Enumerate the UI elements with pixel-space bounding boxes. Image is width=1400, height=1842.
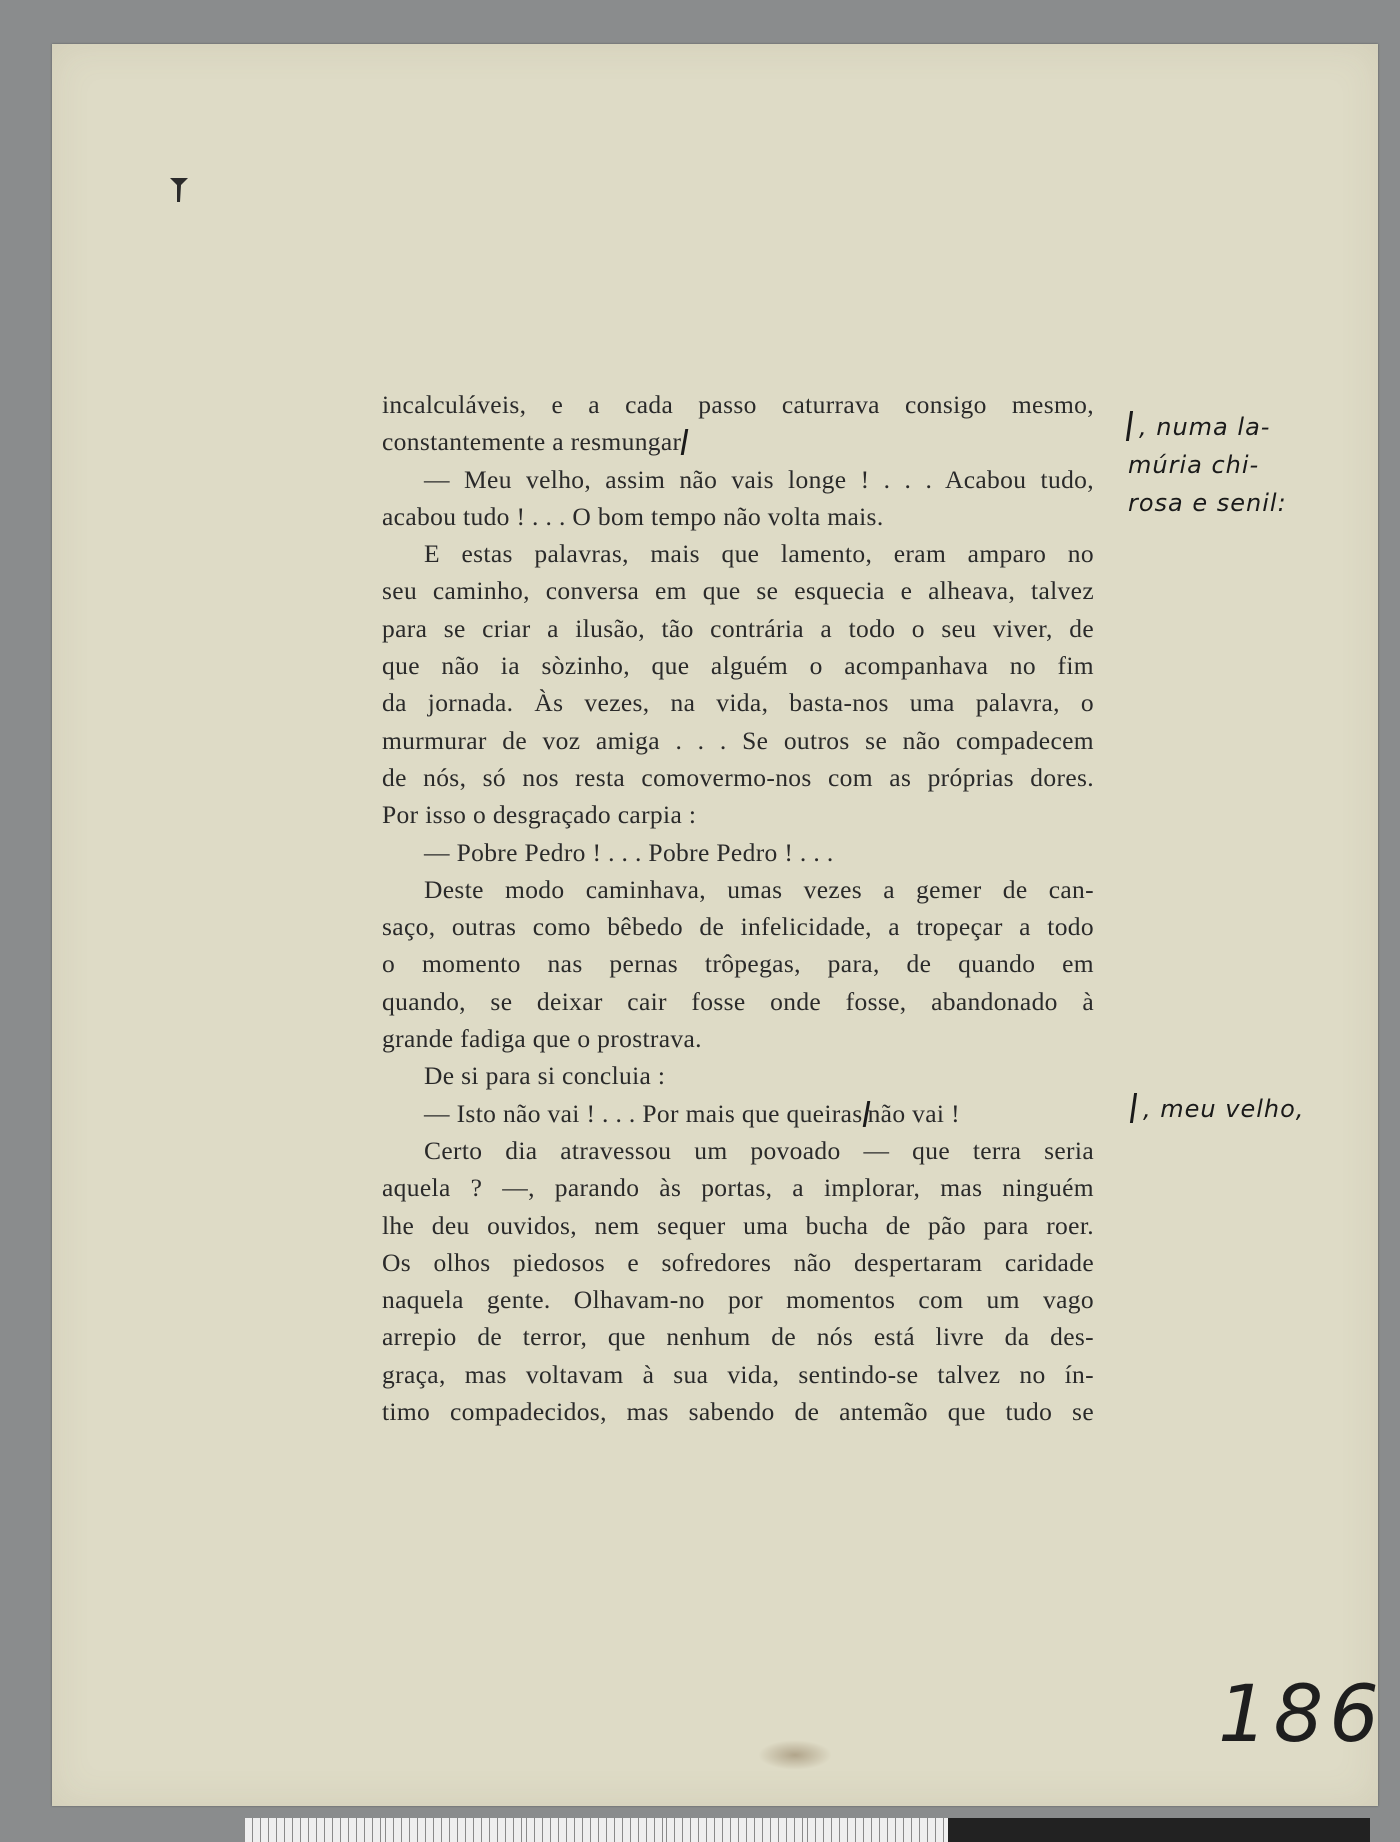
- text-line: grande fadiga que o prostrava.: [382, 1024, 702, 1054]
- text-line: saço, outras como bêbedo de infelicidade, a tropeçar a todo: [382, 912, 1094, 942]
- text-line: naquela gente. Olhavam-no por momentos com um vago: [382, 1285, 1094, 1315]
- scale-segment: [385, 1818, 526, 1842]
- text-line: seu caminho, conversa em que se esquecia e alheava, talvez: [382, 576, 1094, 606]
- paper-stain: [758, 1740, 832, 1770]
- text-line: graça, mas voltavam à sua vida, sentindo-se talvez no ín-: [382, 1359, 1094, 1389]
- text-line: Deste modo caminhava, umas vezes a gemer de can-: [424, 874, 1094, 904]
- measurement-scale: [244, 1818, 1370, 1842]
- scale-segment: [526, 1818, 667, 1842]
- text-line: De si para si concluia :: [424, 1061, 666, 1091]
- text-line: incalculáveis, e a cada passo caturrava consigo mesmo,: [382, 390, 1094, 419]
- scale-segment: [244, 1818, 385, 1842]
- scale-segment: [666, 1818, 807, 1842]
- scale-segment: [1089, 1818, 1230, 1842]
- page-number: 186: [1218, 1670, 1385, 1760]
- scale-segment: [807, 1818, 948, 1842]
- text-line: que não ia sòzinho, que alguém o acompanhava no fim: [382, 651, 1094, 681]
- corner-mark-icon: [168, 175, 190, 205]
- text-line: timo compadecidos, mas sabendo de antemão que tudo se: [382, 1397, 1094, 1427]
- text-line: Os olhos piedosos e sofredores não despertaram caridade: [382, 1247, 1094, 1277]
- text-line: aquela ? —, parando às portas, a implorar, mas ninguém: [382, 1173, 1094, 1203]
- text-line: Certo dia atravessou um povoado — que terra seria: [424, 1135, 1094, 1165]
- margin-annotation: , numa la- múria chi- rosa e senil:: [1128, 408, 1368, 522]
- text-line: para se criar a ilusão, tão contrária a todo o seu viver, de: [382, 613, 1094, 643]
- insertion-mark-icon: [681, 429, 689, 455]
- text-line: acabou tudo ! . . . O bom tempo não volta mais.: [382, 501, 884, 531]
- text-line: lhe deu ouvidos, nem sequer uma bucha de pão para roer.: [382, 1210, 1094, 1240]
- text-line: constantemente a resmungar: [382, 423, 1094, 460]
- text-line: da jornada. Às vezes, na vida, basta-nos uma palavra, o: [382, 688, 1094, 718]
- text-line: arrepio de terror, que nenhum de nós está livre da des-: [382, 1322, 1094, 1352]
- text-line: — Isto não vai ! . . . Por mais que queiras não vai !: [424, 1098, 960, 1128]
- text-line: — Meu velho, assim não vais longe ! . . . Acabou tudo,: [424, 464, 1094, 494]
- typed-body-text: [382, 386, 1094, 1430]
- text-line: quando, se deixar cair fosse onde fosse, abandonado à: [382, 986, 1094, 1016]
- text-line: o momento nas pernas trôpegas, para, de quando em: [382, 949, 1094, 979]
- scale-segment: [948, 1818, 1089, 1842]
- text-line: Por isso o desgraçado carpia :: [382, 800, 697, 830]
- text-line: murmurar de voz amiga . . . Se outros se não compadecem: [382, 725, 1094, 755]
- text-line: E estas palavras, mais que lamento, eram amparo no: [424, 539, 1094, 569]
- text-line: — Pobre Pedro ! . . . Pobre Pedro ! . . .: [424, 837, 834, 867]
- margin-annotation: , meu velho,: [1132, 1090, 1372, 1128]
- text-line: de nós, só nos resta comovermo-nos com as próprias dores.: [382, 762, 1094, 792]
- scale-segment: [1229, 1818, 1370, 1842]
